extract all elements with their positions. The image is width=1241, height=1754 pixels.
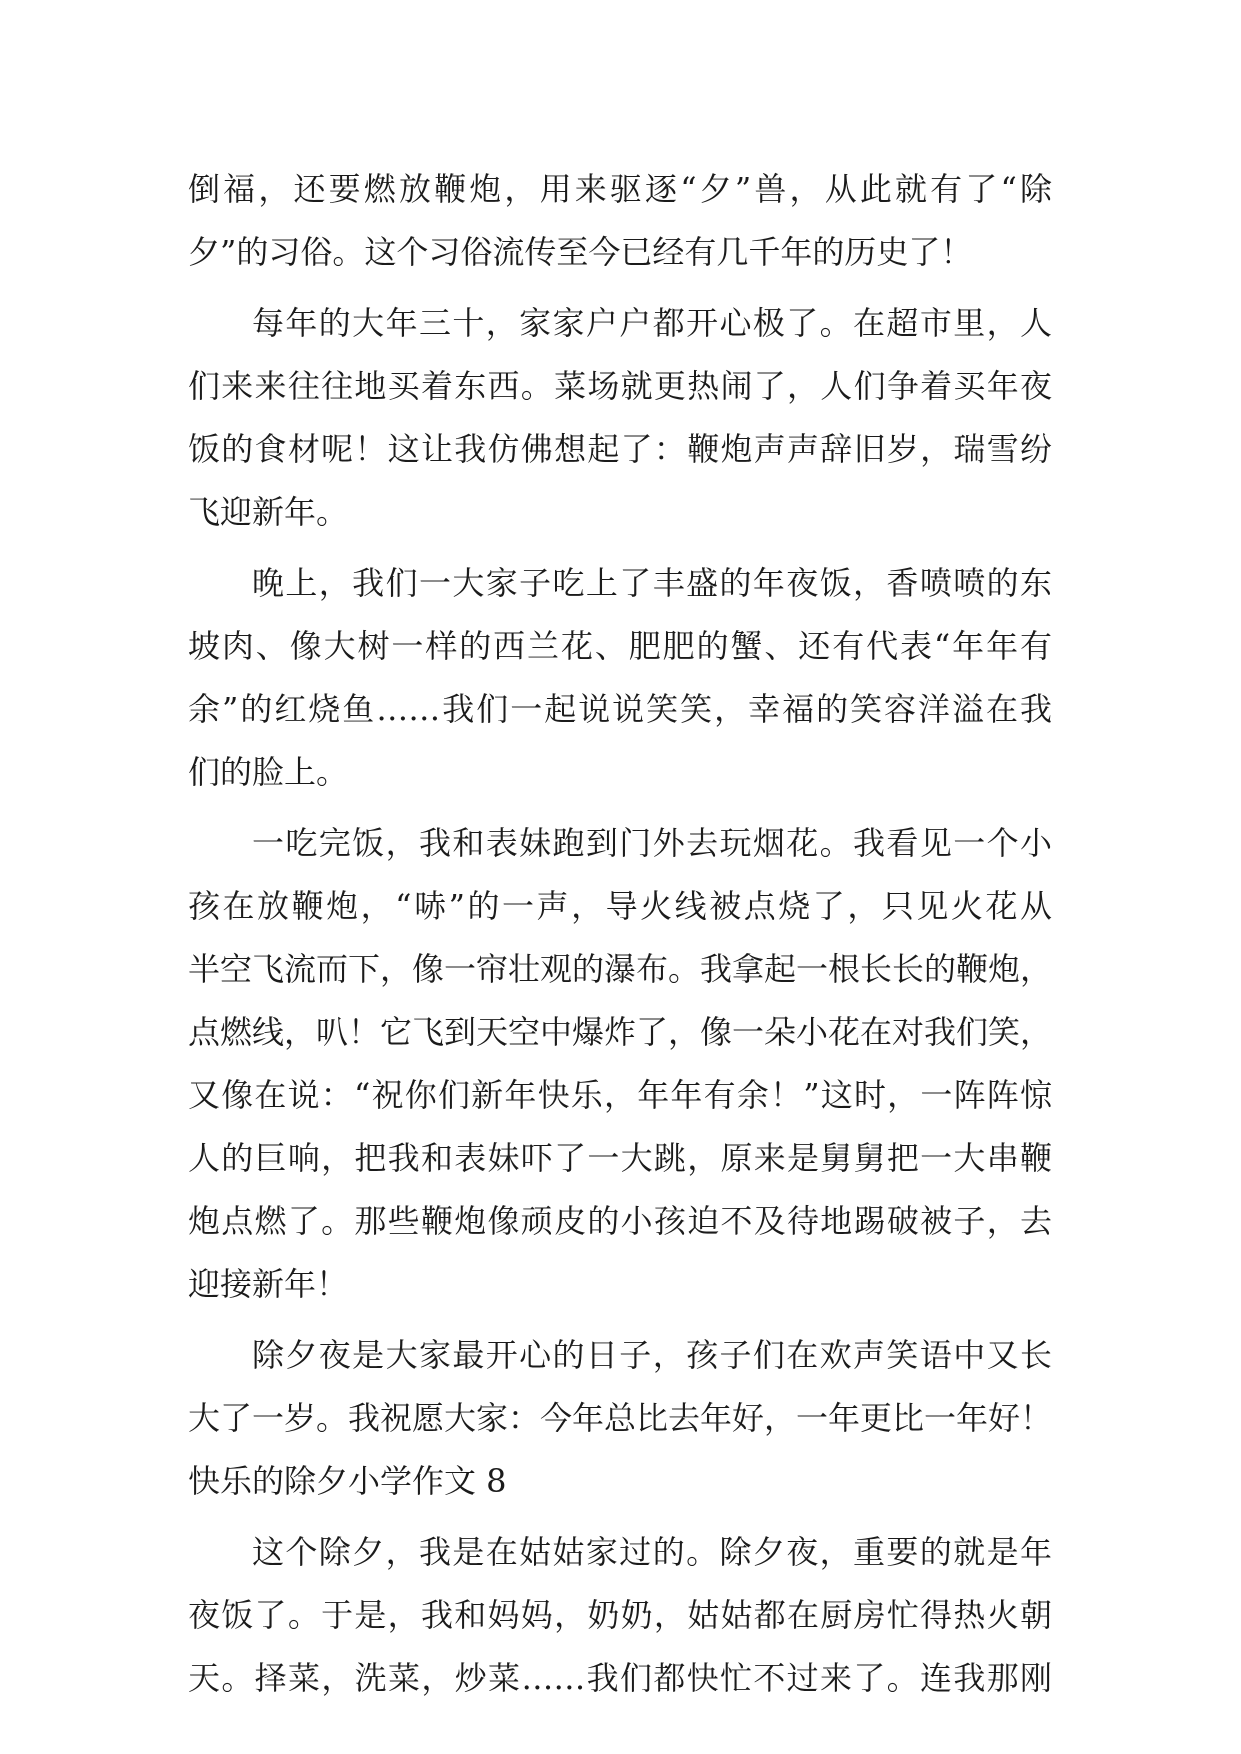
paragraph-line: 余”的红烧鱼……我们一起说说笑笑，幸福的笑容洋溢在我 bbox=[188, 690, 1052, 728]
paragraph bbox=[188, 158, 1052, 284]
section-heading bbox=[188, 1450, 1052, 1513]
paragraph-line: 迎接新年！ bbox=[188, 1265, 349, 1303]
paragraph-line: 飞迎新年。 bbox=[188, 493, 349, 531]
paragraph-line: 夜饭了。于是，我和妈妈，奶奶，姑姑都在厨房忙得热火朝 bbox=[188, 1596, 1052, 1634]
paragraph-line: 人的巨响，把我和表妹吓了一大跳，原来是舅舅把一大串鞭 bbox=[188, 1139, 1052, 1177]
paragraph bbox=[188, 812, 1052, 1316]
paragraph bbox=[188, 1521, 1052, 1710]
paragraph-line: 晚上，我们一大家子吃上了丰盛的年夜饭，香喷喷的东 bbox=[252, 564, 1052, 602]
paragraph-line: 点燃线，叭！它飞到天空中爆炸了，像一朵小花在对我们笑， bbox=[188, 1013, 1053, 1051]
section-heading-text: 快乐的除夕小学作文 8 bbox=[188, 1462, 507, 1500]
paragraph-line: 倒福，还要燃放鞭炮，用来驱逐“夕”兽，从此就有了“除 bbox=[188, 170, 1052, 208]
paragraph-line: 除夕夜是大家最开心的日子，孩子们在欢声笑语中又长 bbox=[252, 1336, 1052, 1374]
paragraph-line: 炮点燃了。那些鞭炮像顽皮的小孩迫不及待地踢破被子，去 bbox=[188, 1202, 1052, 1240]
paragraph-line: 大了一岁。我祝愿大家：今年总比去年好，一年更比一年好！ bbox=[188, 1399, 1053, 1437]
paragraph-line: 一吃完饭，我和表妹跑到门外去玩烟花。我看见一个小 bbox=[252, 824, 1052, 862]
paragraph-line: 半空飞流而下，像一帘壮观的瀑布。我拿起一根长长的鞭炮， bbox=[188, 950, 1053, 988]
paragraph-line: 孩在放鞭炮，“哧”的一声，导火线被点烧了，只见火花从 bbox=[188, 887, 1052, 925]
paragraph-line: 夕”的习俗。这个习俗流传至今已经有几千年的历史了！ bbox=[188, 233, 973, 271]
paragraph-line: 们来来往往地买着东西。菜场就更热闹了，人们争着买年夜 bbox=[188, 367, 1052, 405]
paragraph bbox=[188, 552, 1052, 804]
paragraph-line: 每年的大年三十，家家户户都开心极了。在超市里，人 bbox=[252, 304, 1052, 342]
paragraph-line: 坡肉、像大树一样的西兰花、肥肥的蟹、还有代表“年年有 bbox=[188, 627, 1052, 665]
paragraph-line: 饭的食材呢！这让我仿佛想起了：鞭炮声声辞旧岁，瑞雪纷 bbox=[188, 430, 1052, 468]
paragraph bbox=[188, 1324, 1052, 1450]
document-body bbox=[188, 158, 1052, 1710]
paragraph-line: 们的脸上。 bbox=[188, 753, 349, 791]
paragraph-line: 这个除夕，我是在姑姑家过的。除夕夜，重要的就是年 bbox=[252, 1533, 1052, 1571]
paragraph-line: 又像在说：“祝你们新年快乐，年年有余！”这时，一阵阵惊 bbox=[188, 1076, 1052, 1114]
paragraph-line: 天。择菜，洗菜，炒菜……我们都快忙不过来了。连我那刚 bbox=[188, 1659, 1052, 1697]
paragraph bbox=[188, 292, 1052, 544]
